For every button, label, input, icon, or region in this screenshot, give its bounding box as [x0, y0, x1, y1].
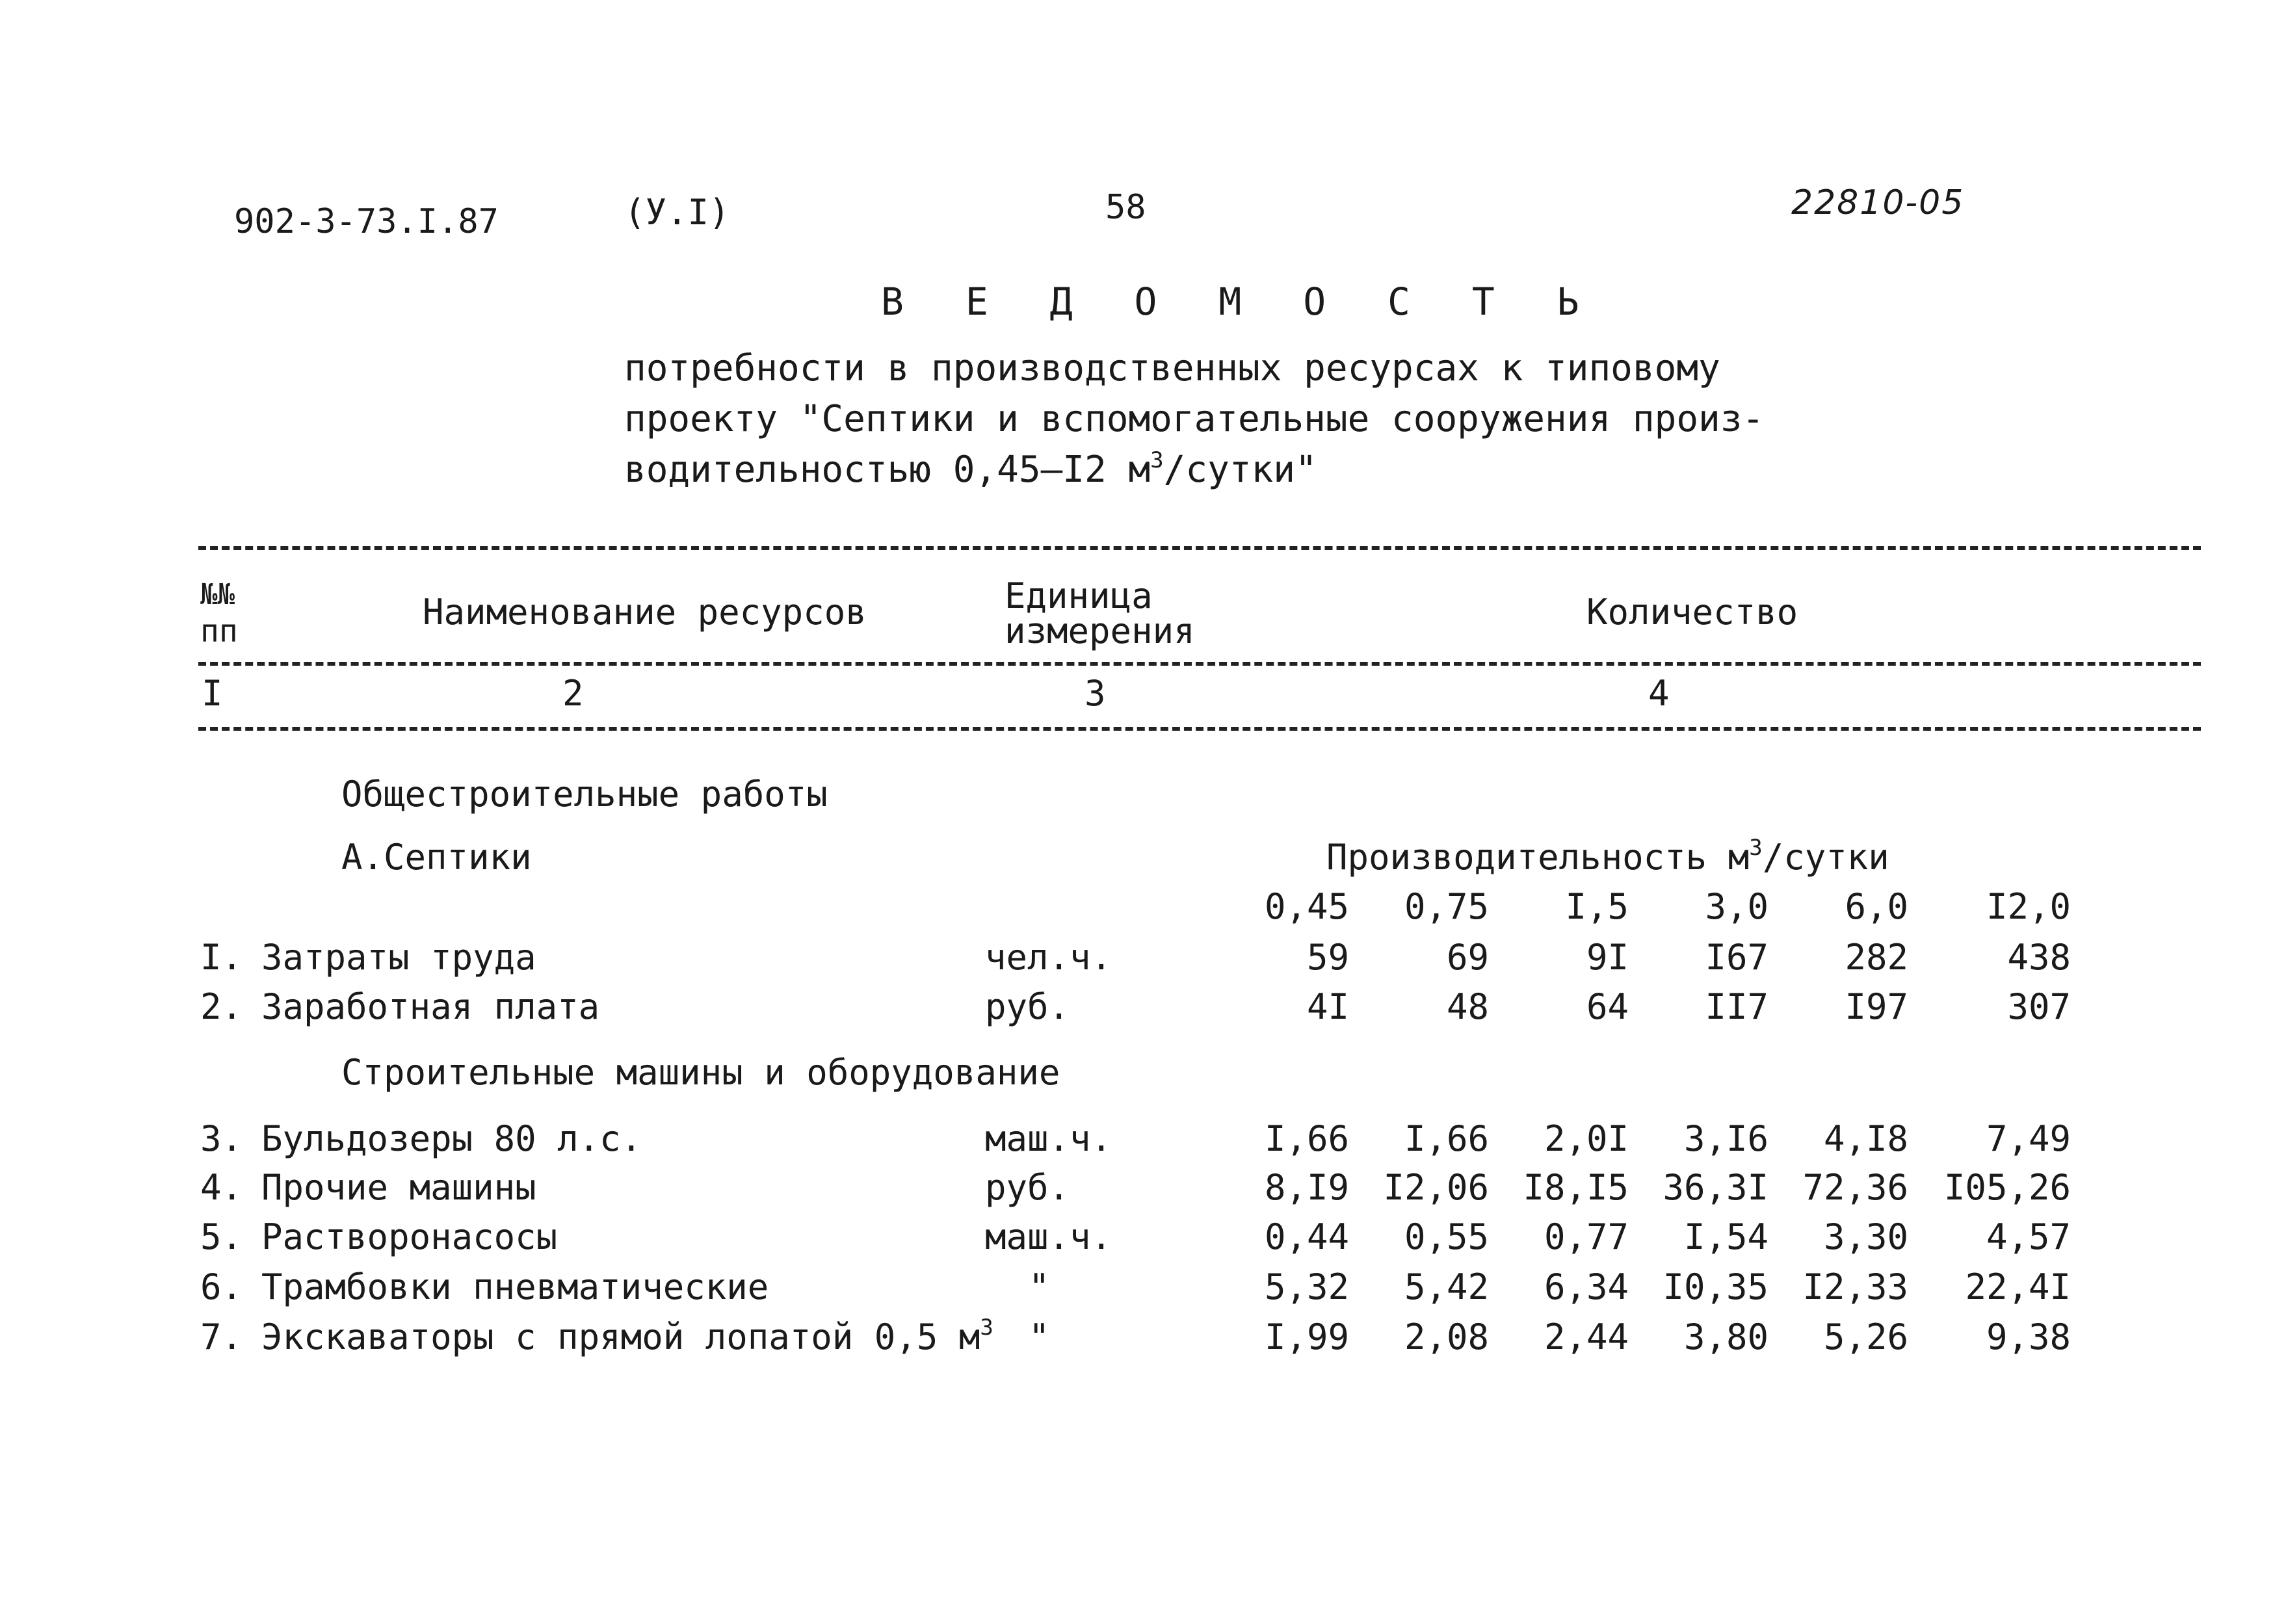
row-value: I,66 — [1264, 1118, 1349, 1159]
row-value: 0,77 — [1544, 1216, 1629, 1257]
row-unit: " — [1029, 1316, 1050, 1357]
row-value: 3,30 — [1823, 1216, 1908, 1257]
row-number: 3. — [200, 1118, 243, 1159]
col-index-3: 3 — [1085, 673, 1106, 714]
document-subtitle — [624, 343, 1764, 495]
row-value: 48 — [1446, 986, 1489, 1027]
capacity-value: 6,0 — [1845, 886, 1908, 927]
row-value: I97 — [1845, 986, 1908, 1027]
capacity-value: I,5 — [1565, 886, 1629, 927]
row-unit: руб. — [985, 1167, 1070, 1208]
row-value: 64 — [1586, 986, 1629, 1027]
subsection-septics: А.Септики — [341, 837, 532, 878]
col-quantity-label: Количество — [1586, 592, 1798, 633]
row-value: 5,32 — [1264, 1266, 1349, 1307]
row-value: I67 — [1705, 937, 1769, 978]
col-index-2: 2 — [562, 673, 584, 714]
row-name: Бульдозеры 80 л.с. — [261, 1118, 642, 1159]
row-value: 7,49 — [1986, 1118, 2071, 1159]
row-value: 22,4I — [1965, 1266, 2071, 1307]
row-value: I2,06 — [1383, 1167, 1489, 1208]
row-value: 2,44 — [1544, 1316, 1629, 1357]
row-value: I2,33 — [1802, 1266, 1908, 1307]
col-index-1: I — [202, 673, 223, 714]
row-value: 6,34 — [1544, 1266, 1629, 1307]
col-number-label-1: №№ — [200, 578, 235, 611]
row-value: 4,57 — [1986, 1216, 2071, 1257]
page-number: 58 — [1105, 188, 1146, 227]
row-value: 69 — [1446, 937, 1489, 978]
row-name: Экскаваторы с прямой лопатой 0,5 $м^3$ — [261, 1315, 993, 1357]
section-general-construction: Общестроительные работы — [341, 774, 828, 815]
row-value: 36,3I — [1663, 1167, 1769, 1208]
row-number: 7. — [200, 1316, 243, 1357]
capacity-value: I2,0 — [1986, 886, 2071, 927]
row-number: 5. — [200, 1216, 243, 1257]
row-name: Трамбовки пневматические — [261, 1266, 769, 1307]
row-value: 4I — [1306, 986, 1349, 1027]
col-unit-label-2: измерения — [1005, 610, 1195, 651]
row-unit: руб. — [985, 986, 1070, 1027]
row-name: Заработная плата — [261, 986, 600, 1027]
capacity-value: 3,0 — [1705, 886, 1769, 927]
row-value: 2,08 — [1404, 1316, 1489, 1357]
row-value: 4,I8 — [1823, 1118, 1908, 1159]
row-unit: маш.ч. — [985, 1216, 1112, 1257]
volume-label: (У.I) — [624, 192, 730, 233]
row-value: 438 — [2007, 937, 2071, 978]
row-value: I,99 — [1264, 1316, 1349, 1357]
row-value: 0,55 — [1404, 1216, 1489, 1257]
col-unit-label-1: Единица — [1005, 575, 1153, 616]
row-value: 9I — [1586, 937, 1629, 978]
row-value: 5,42 — [1404, 1266, 1489, 1307]
row-unit: чел.ч. — [985, 937, 1112, 978]
row-value: 2,0I — [1544, 1118, 1629, 1159]
section-machines: Строительные машины и оборудование — [341, 1052, 1060, 1093]
row-name: Растворонасосы — [261, 1216, 558, 1257]
capacity-value: 0,75 — [1404, 886, 1489, 927]
row-value: 3,I6 — [1683, 1118, 1769, 1159]
row-unit: маш.ч. — [985, 1118, 1112, 1159]
row-number: 6. — [200, 1266, 243, 1307]
col-number-label-2: пп — [200, 613, 238, 649]
col-index-4: 4 — [1648, 673, 1670, 714]
row-value: I8,I5 — [1523, 1167, 1629, 1208]
row-value: 59 — [1306, 937, 1349, 978]
row-name: Затраты труда — [261, 937, 536, 978]
doc-code: 902-3-73.I.87 — [234, 202, 499, 241]
table-top-rule — [198, 546, 2201, 550]
col-name-label: Наименование ресурсов — [423, 592, 867, 633]
row-value: 3,80 — [1683, 1316, 1769, 1357]
row-value: I05,26 — [1943, 1167, 2071, 1208]
row-value: I,66 — [1404, 1118, 1489, 1159]
row-value: 0,44 — [1264, 1216, 1349, 1257]
header-bottom-rule — [198, 727, 2201, 731]
row-number: 2. — [200, 986, 243, 1027]
header-mid-rule — [198, 662, 2201, 666]
row-value: II7 — [1705, 986, 1769, 1027]
row-value: 9,38 — [1986, 1316, 2071, 1357]
row-value: 72,36 — [1802, 1167, 1908, 1208]
capacity-label: Производительность $м^3$/сутки — [1326, 835, 1889, 878]
row-value: 8,I9 — [1264, 1167, 1349, 1208]
row-value: I,54 — [1683, 1216, 1769, 1257]
row-unit: " — [1029, 1266, 1050, 1307]
capacity-value: 0,45 — [1264, 886, 1349, 927]
document-title: В Е Д О М О С Т Ь — [881, 280, 1599, 324]
row-value: 282 — [1845, 937, 1908, 978]
row-value: 307 — [2007, 986, 2071, 1027]
row-value: 5,26 — [1823, 1316, 1908, 1357]
row-number: 4. — [200, 1167, 243, 1208]
subtitle-line-2: проекту "Септики и вспомогательные сооружения произ- — [624, 398, 1765, 440]
archive-stamp: 22810-05 — [1791, 183, 1965, 222]
row-number: I. — [200, 937, 243, 978]
row-name: Прочие машины — [261, 1167, 536, 1208]
row-value: I0,35 — [1663, 1266, 1769, 1307]
subtitle-line-3: водительностью 0,45–I2 $м^3$/сутки" — [624, 447, 1317, 491]
subtitle-line-1: потребности в производственных ресурсах к типовому — [624, 347, 1720, 389]
